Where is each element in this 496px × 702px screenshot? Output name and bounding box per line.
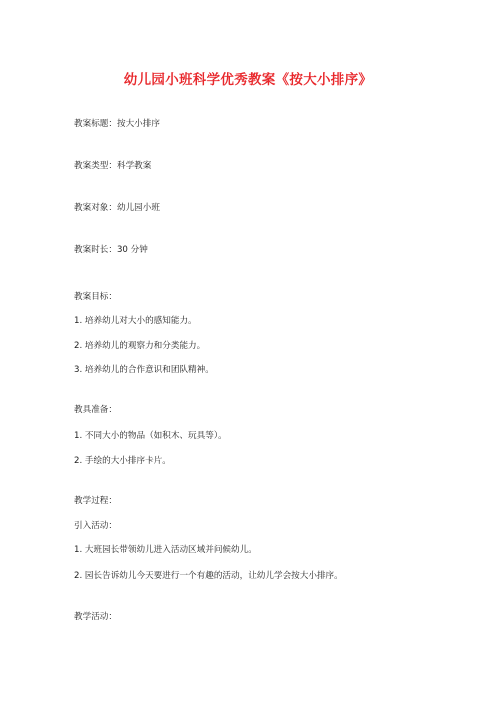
meta-lesson-type: 教案类型：科学教案 [74, 161, 152, 171]
goal-item-1: 1. 培养幼儿对大小的感知能力。 [74, 316, 197, 326]
process-heading: 教学过程： [74, 496, 117, 506]
activity-heading: 教学活动： [74, 612, 117, 622]
intro-item-1: 1. 大班园长带领幼儿进入活动区域并问候幼儿。 [74, 545, 257, 555]
intro-heading: 引入活动： [74, 521, 117, 531]
meta-audience: 教案对象：幼儿园小班 [74, 203, 160, 213]
goal-item-3: 3. 培养幼儿的合作意识和团队精神。 [74, 365, 214, 375]
intro-item-2: 2. 园长告诉幼儿今天要进行一个有趣的活动，让幼儿学会按大小排序。 [74, 571, 343, 581]
material-item-2: 2. 手绘的大小排序卡片。 [74, 456, 171, 466]
goals-heading: 教案目标： [74, 292, 117, 302]
document-title: 幼儿园小班科学优秀教案《按大小排序》 [123, 72, 373, 88]
material-item-1: 1. 不同大小的物品（如积木、玩具等）。 [74, 431, 227, 441]
goal-item-2: 2. 培养幼儿的观察力和分类能力。 [74, 341, 206, 351]
materials-heading: 教具准备： [74, 405, 117, 415]
meta-lesson-title: 教案标题：按大小排序 [74, 119, 160, 129]
meta-duration: 教案时长：30 分钟 [74, 245, 148, 255]
